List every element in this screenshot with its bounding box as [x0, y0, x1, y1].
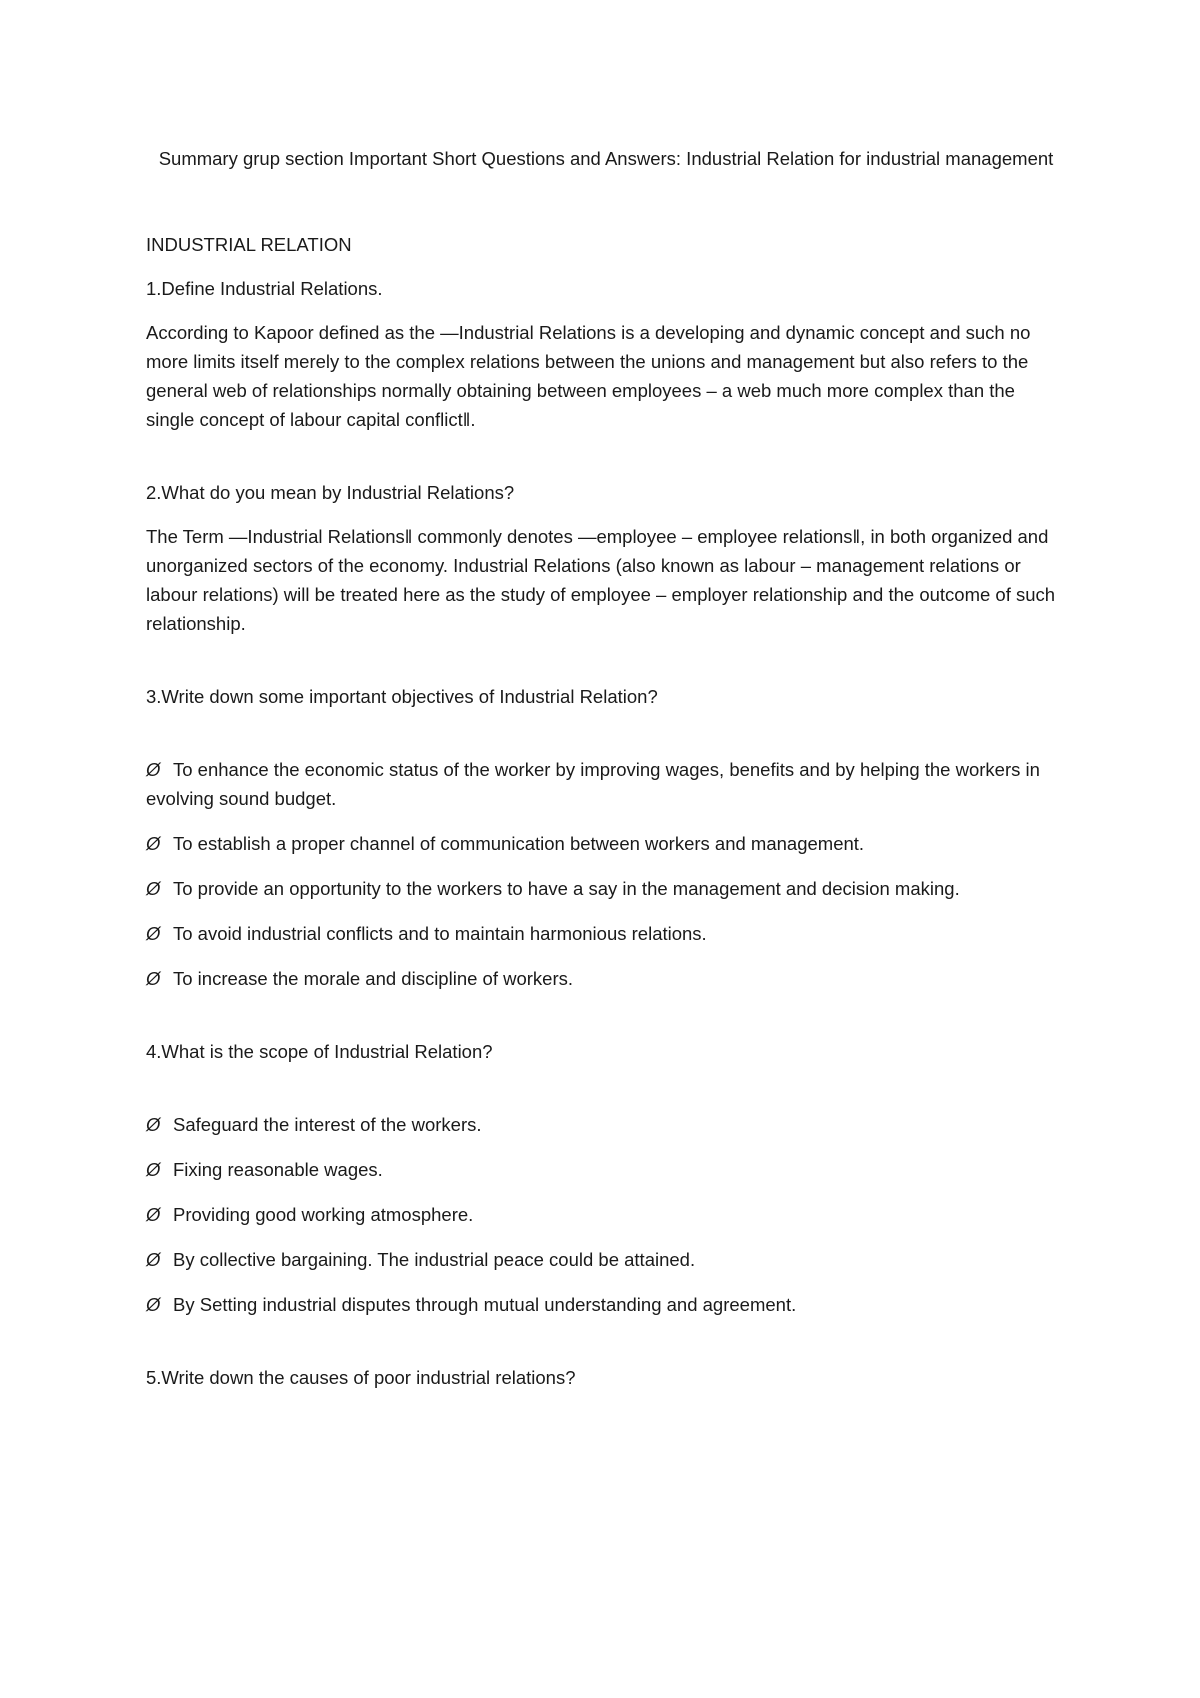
question-5: 5.Write down the causes of poor industrial relations?: [146, 1367, 576, 1388]
bullet-icon: Ø: [146, 923, 161, 944]
question-4: 4.What is the scope of Industrial Relation?: [146, 1041, 493, 1062]
question-2: 2.What do you mean by Industrial Relations?: [146, 482, 515, 503]
list-item-text: To provide an opportunity to the workers to have a say in the management and decision making.: [173, 878, 960, 899]
bullet-icon: Ø: [146, 833, 161, 854]
list-item-text: To increase the morale and discipline of workers.: [173, 968, 573, 989]
list-item-text: Fixing reasonable wages.: [173, 1159, 383, 1180]
bullet-icon: Ø: [146, 1159, 161, 1180]
bullet-icon: Ø: [146, 759, 161, 780]
list-item-text: To enhance the economic status of the worker by improving wages, benefits and by helping the workers in evolving sound budget.: [146, 759, 1040, 809]
objectives-list: [146, 755, 1066, 993]
question-3: 3.Write down some important objectives of Industrial Relation?: [146, 686, 658, 707]
list-item: [146, 1290, 1066, 1319]
scope-list: [146, 1110, 1066, 1319]
list-item-text: To establish a proper channel of communication between workers and management.: [173, 833, 865, 854]
list-item-text: To avoid industrial conflicts and to maintain harmonious relations.: [173, 923, 707, 944]
document-title: Summary grup section Important Short Questions and Answers: Industrial Relation for industrial management: [158, 148, 1054, 169]
list-item-text: Providing good working atmosphere.: [173, 1204, 474, 1225]
list-item: [146, 1245, 1066, 1274]
list-item-text: By collective bargaining. The industrial peace could be attained.: [173, 1249, 696, 1270]
section-heading: INDUSTRIAL RELATION: [146, 234, 352, 255]
list-item-text: Safeguard the interest of the workers.: [173, 1114, 482, 1135]
list-item: [146, 1110, 1066, 1139]
bullet-icon: Ø: [146, 968, 161, 989]
list-item: [146, 964, 1066, 993]
list-item: [146, 919, 1066, 948]
list-item: [146, 1155, 1066, 1184]
bullet-icon: Ø: [146, 1204, 161, 1225]
list-item: [146, 829, 1066, 858]
bullet-icon: Ø: [146, 1249, 161, 1270]
list-item: [146, 874, 1066, 903]
list-item: [146, 755, 1066, 813]
question-1: 1.Define Industrial Relations.: [146, 278, 383, 299]
list-item-text: By Setting industrial disputes through mutual understanding and agreement.: [173, 1294, 797, 1315]
answer-1: According to Kapoor defined as the ―Industrial Relations is a developing and dynamic concept and such no more limits itself merely to the complex relations between the unions and management but also refers to the general web of relationships normally obtaining between employees – a web much more complex than the single concept of labour capital conflict‖.: [146, 322, 1031, 430]
answer-2: The Term ―Industrial Relations‖ commonly denotes ―employee – employee relations‖, in both organized and unorganized sectors of the economy. Industrial Relations (also known as labour – management relations or labour relations) will be treated here as the study of employee – employer relationship and the outcome of such relationship.: [146, 526, 1056, 634]
bullet-icon: Ø: [146, 878, 161, 899]
list-item: [146, 1200, 1066, 1229]
bullet-icon: Ø: [146, 1114, 161, 1135]
document-content: [146, 144, 1066, 1392]
bullet-icon: Ø: [146, 1294, 161, 1315]
